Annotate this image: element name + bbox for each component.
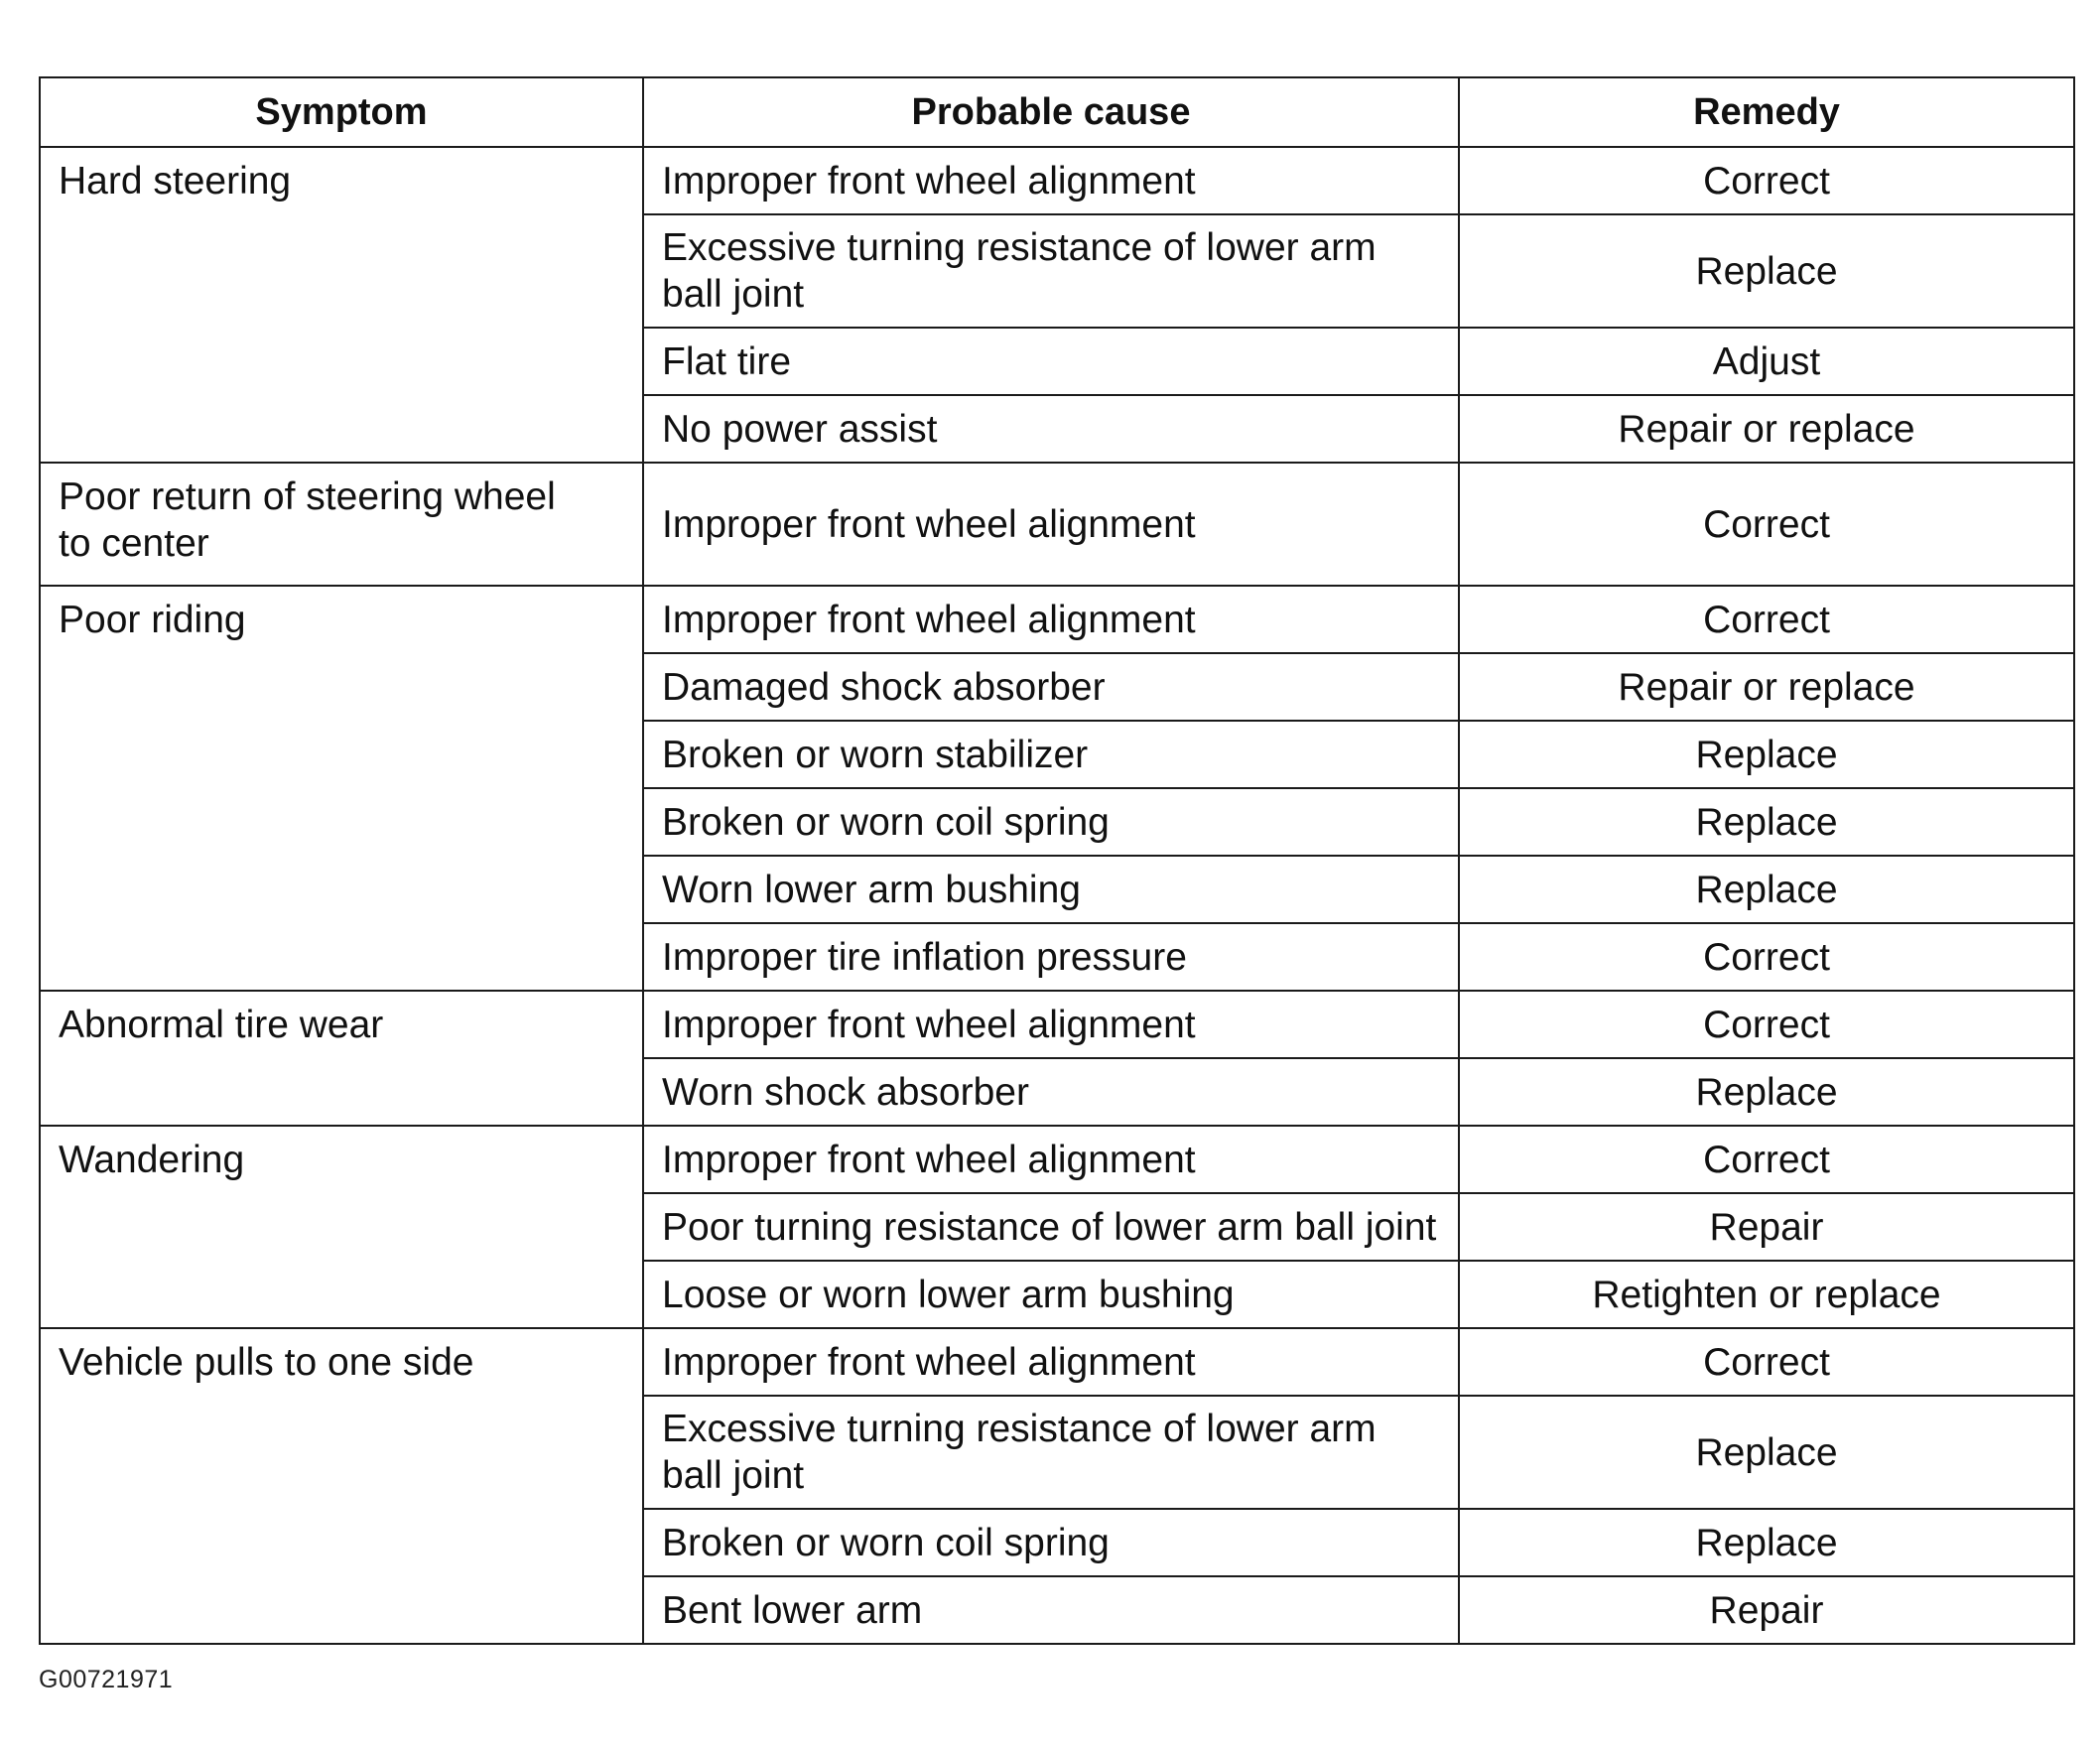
symptom-cell: Poor riding	[40, 586, 643, 991]
cause-cell: Excessive turning resistance of lower arm ball joint	[643, 214, 1459, 328]
cause-cell: Poor turning resistance of lower arm ball joint	[643, 1193, 1459, 1261]
cause-cell: Broken or worn stabilizer	[643, 721, 1459, 788]
cause-cell: Improper tire inflation pressure	[643, 923, 1459, 991]
cause-cell: Flat tire	[643, 328, 1459, 395]
cause-cell: Improper front wheel alignment	[643, 463, 1459, 586]
table-row	[40, 586, 2074, 653]
table-row	[40, 1126, 2074, 1193]
cause-cell: Broken or worn coil spring	[643, 788, 1459, 856]
table-row	[40, 1328, 2074, 1396]
remedy-cell: Replace	[1459, 1058, 2074, 1126]
cause-cell: Improper front wheel alignment	[643, 586, 1459, 653]
remedy-cell: Correct	[1459, 1328, 2074, 1396]
cause-cell: Broken or worn coil spring	[643, 1509, 1459, 1576]
cause-cell: No power assist	[643, 395, 1459, 463]
remedy-cell: Correct	[1459, 923, 2074, 991]
cause-cell: Improper front wheel alignment	[643, 147, 1459, 214]
cause-cell: Improper front wheel alignment	[643, 1126, 1459, 1193]
remedy-cell: Replace	[1459, 788, 2074, 856]
table-row	[40, 463, 2074, 586]
cause-cell: Loose or worn lower arm bushing	[643, 1261, 1459, 1328]
remedy-cell: Replace	[1459, 1509, 2074, 1576]
header-symptom: Symptom	[40, 77, 643, 147]
remedy-cell: Repair	[1459, 1193, 2074, 1261]
remedy-cell: Replace	[1459, 856, 2074, 923]
cause-cell: Excessive turning resistance of lower arm ball joint	[643, 1396, 1459, 1509]
remedy-cell: Retighten or replace	[1459, 1261, 2074, 1328]
cause-cell: Damaged shock absorber	[643, 653, 1459, 721]
remedy-cell: Repair or replace	[1459, 395, 2074, 463]
remedy-cell: Replace	[1459, 1396, 2074, 1509]
table-row	[40, 147, 2074, 214]
symptom-cell: Abnormal tire wear	[40, 991, 643, 1126]
remedy-cell: Correct	[1459, 1126, 2074, 1193]
remedy-cell: Correct	[1459, 991, 2074, 1058]
remedy-cell: Repair or replace	[1459, 653, 2074, 721]
symptom-cell: Hard steering	[40, 147, 643, 463]
remedy-cell: Correct	[1459, 463, 2074, 586]
symptom-cell: Poor return of steering wheel to center	[40, 463, 643, 586]
cause-cell: Improper front wheel alignment	[643, 1328, 1459, 1396]
table-row	[40, 991, 2074, 1058]
remedy-cell: Repair	[1459, 1576, 2074, 1644]
header-row	[40, 77, 2074, 147]
remedy-cell: Correct	[1459, 586, 2074, 653]
troubleshooting-table	[39, 76, 2075, 1645]
symptom-cell: Wandering	[40, 1126, 643, 1328]
symptom-cell: Vehicle pulls to one side	[40, 1328, 643, 1644]
figure-id: G00721971	[39, 1666, 174, 1693]
cause-cell: Bent lower arm	[643, 1576, 1459, 1644]
cause-cell: Worn shock absorber	[643, 1058, 1459, 1126]
remedy-cell: Replace	[1459, 721, 2074, 788]
cause-cell: Worn lower arm bushing	[643, 856, 1459, 923]
header-probable-cause: Probable cause	[643, 77, 1459, 147]
cause-cell: Improper front wheel alignment	[643, 991, 1459, 1058]
remedy-cell: Correct	[1459, 147, 2074, 214]
remedy-cell: Replace	[1459, 214, 2074, 328]
remedy-cell: Adjust	[1459, 328, 2074, 395]
header-remedy: Remedy	[1459, 77, 2074, 147]
